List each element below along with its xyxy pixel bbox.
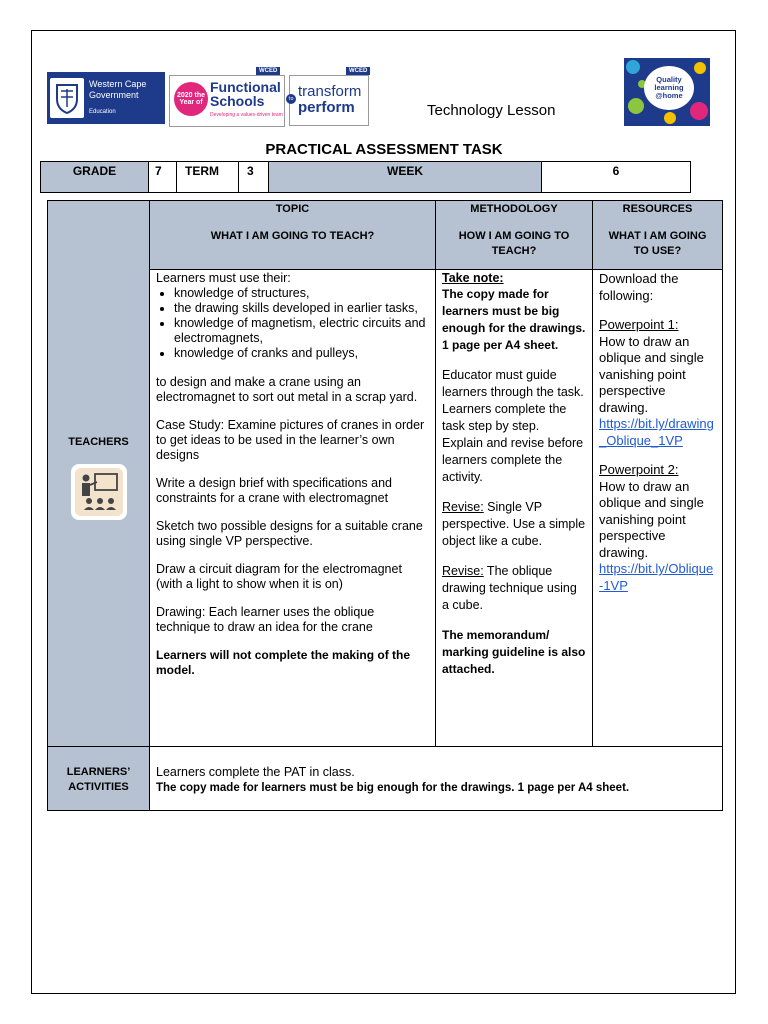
methodology-cell — [436, 270, 593, 747]
learners-line2: The copy made for learners must be big enough for the drawings. 1 page per A4 sheet. — [156, 782, 630, 794]
teachers-cell — [48, 201, 150, 747]
wcg-line3: Education — [89, 108, 116, 115]
transform-perform-logo — [289, 75, 369, 126]
revise-2 — [442, 563, 586, 614]
grade-term-week-table — [40, 161, 691, 193]
lesson-title: Technology Lesson — [427, 102, 556, 119]
powerpoint-1-link[interactable]: https://bit.ly/drawing_Oblique_1VP — [599, 416, 714, 448]
term-value: 3 — [239, 162, 269, 193]
teachers-label: TEACHERS — [68, 435, 129, 448]
powerpoint-1-label: Powerpoint 1: — [599, 317, 679, 332]
week-value: 6 — [542, 162, 691, 193]
learners-activities-cell — [150, 747, 723, 811]
coat-of-arms-icon — [50, 78, 84, 118]
revise-1 — [442, 499, 586, 550]
topic-bullets — [156, 286, 429, 361]
to-badge: to — [286, 94, 296, 104]
topic-bullet: • knowledge of cranks and pulleys, — [174, 346, 429, 361]
powerpoint-1-text: How to draw an oblique and single vanishing point perspective drawing. — [599, 333, 704, 415]
topic-p7: Learners will not complete the making of the model. — [156, 648, 411, 677]
resources-intro: Download the following: — [599, 271, 679, 303]
take-note-label: Take note: — [442, 271, 504, 285]
resources-header — [593, 201, 723, 270]
fs-line2: Schools — [210, 93, 265, 109]
topic-p6: Drawing: Each learner uses the oblique technique to draw an idea for the crane — [156, 605, 375, 634]
topic-p1: to design and make a crane using an electromagnet to sort out metal in a scrap yard. — [156, 375, 418, 404]
topic-p4: Sketch two possible designs for a suitable crane using single VP perspective. — [156, 519, 423, 548]
term-label: TERM — [177, 162, 239, 193]
functional-schools-logo — [169, 75, 285, 127]
resources-header-title: RESOURCES — [622, 203, 693, 215]
wced-tag: WCED — [256, 67, 280, 75]
fs-line1: Functional — [210, 79, 281, 95]
topic-header — [150, 201, 436, 270]
topic-intro: Learners must use their: — [156, 271, 291, 285]
lesson-plan-table — [47, 200, 723, 811]
wcg-line1: Western Cape — [89, 78, 147, 89]
quality-learning-logo — [624, 58, 710, 126]
topic-bullet: • knowledge of magnetism, electric circuits and electromagnets, — [174, 316, 429, 346]
powerpoint-2-label: Powerpoint 2: — [599, 462, 679, 477]
topic-bullet: • the drawing skills developed in earlier tasks, — [174, 301, 429, 316]
teacher-presentation-icon — [71, 464, 127, 520]
methodology-p1b: Explain and revise before learners complete the activity. — [442, 436, 584, 484]
learners-cell — [48, 747, 150, 811]
take-note-text: The copy made for learners must be big enough for the drawings. 1 page per A4 sheet. — [442, 287, 586, 352]
topic-p5: Draw a circuit diagram for the electromagnet (with a light to show when it is on) — [156, 562, 402, 591]
fs-tagline: Developing a values-driven team — [210, 112, 283, 118]
wced-tag-2: WCED — [346, 67, 370, 75]
learners-activities-label: LEARNERS’ ACTIVITIES — [66, 766, 131, 793]
revise-1-text: Single VP perspective. Use a simple object like a cube. — [442, 500, 586, 548]
topic-cell — [150, 270, 436, 747]
week-label: WEEK — [269, 162, 542, 193]
fs-badge: 2020 the Year of — [174, 82, 208, 116]
memo-note: The memorandum/ marking guideline is also attached. — [442, 628, 586, 676]
pat-title: PRACTICAL ASSESSMENT TASK — [265, 141, 503, 158]
methodology-header — [436, 201, 593, 270]
revise-2-label: Revise: — [442, 564, 484, 578]
revise-2-text: The oblique drawing technique using a cube. — [442, 564, 577, 612]
methodology-header-title: METHODOLOGY — [470, 203, 558, 215]
topic-p2: Case Study: Examine pictures of cranes in order to get ideas to be used in the learner’s own designs — [156, 418, 425, 462]
grade-value: 7 — [149, 162, 177, 193]
powerpoint-2-link[interactable]: https://bit.ly/Oblique-1VP — [599, 561, 714, 593]
topic-header-sub: WHAT I AM GOING TO TEACH? — [210, 230, 375, 242]
methodology-header-sub: HOW I AM GOING TO TEACH? — [458, 230, 570, 257]
methodology-p1: Educator must guide learners through the task. Learners complete the task step by step. — [442, 368, 584, 433]
resources-cell — [593, 270, 723, 747]
tp-line1: transform — [298, 83, 362, 100]
revise-1-label: Revise: — [442, 500, 484, 514]
topic-p3: Write a design brief with specifications and constraints for a crane with electromagnet — [156, 476, 392, 505]
powerpoint-2-text: How to draw an oblique and single vanishing point perspective drawing. — [599, 478, 704, 560]
learners-line1: Learners complete the PAT in class. — [156, 765, 355, 779]
topic-header-title: TOPIC — [275, 203, 310, 215]
resources-header-sub: WHAT I AM GOING TO USE? — [608, 230, 707, 257]
grade-label: GRADE — [41, 162, 149, 193]
ql-text: Quality learning @home — [644, 66, 694, 110]
tp-line2: perform — [298, 99, 355, 116]
wcg-line2: Government — [89, 89, 139, 100]
topic-bullet: • knowledge of structures, — [174, 286, 429, 301]
western-cape-government-logo — [47, 72, 165, 124]
